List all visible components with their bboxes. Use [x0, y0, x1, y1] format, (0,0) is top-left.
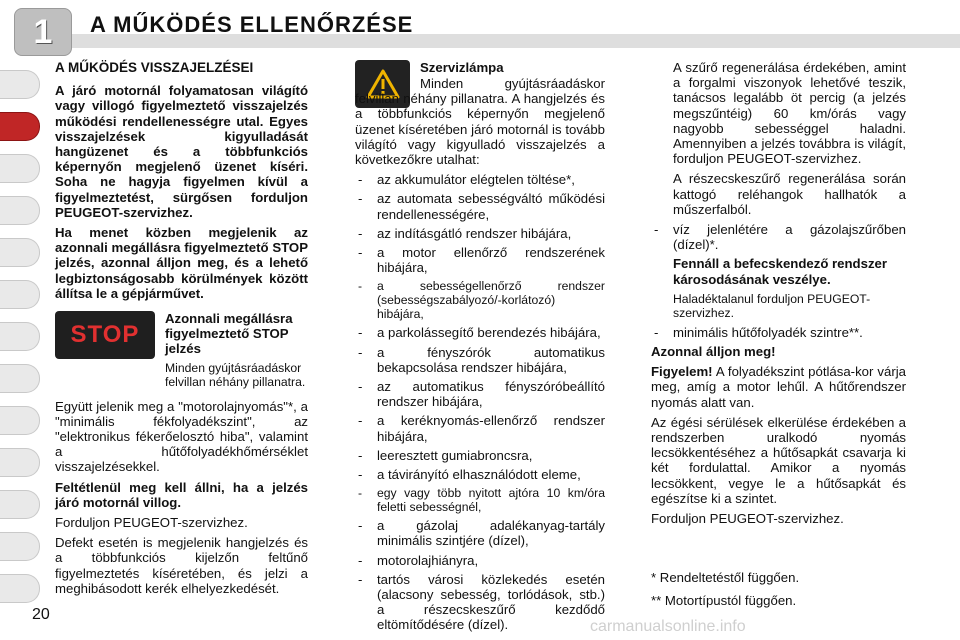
footnote-1: * Rendeltetéstől függően. — [651, 570, 800, 585]
stop-indicator-text — [165, 311, 308, 389]
puncture-paragraph: Defekt esetén is megjelenik hangjelzés és a többfunkciós kijelzőn feltűnő figyelmeztetés kíséretében, és jelzi a meghibásodott kerék elhelyezkedését. — [55, 535, 308, 596]
side-tab[interactable] — [0, 238, 40, 267]
list-item: - az akkumulátor elégtelen töltése*, — [355, 172, 605, 187]
injection-danger: Fennáll a befecskendező rendszer károsodásának veszélye. — [673, 256, 888, 287]
list-item: - a motor ellenőrző rendszerének hibájára, — [355, 245, 605, 275]
side-tabs — [0, 70, 40, 616]
injection-danger-note: Haladéktalanul forduljon PEUGEOT-szervizhez. — [673, 291, 871, 320]
list-item: - az automatikus fényszóróbeállító rendszer hibájára, — [355, 379, 605, 409]
footnote-2: ** Motortípustól függően. — [651, 593, 797, 608]
column-2 — [355, 60, 605, 637]
list-item: - az indításgátló rendszer hibájára, — [355, 226, 605, 241]
list-item: - tartós városi közlekedés esetén (alacsony sebesség, torlódások, stb.) a részecskeszűrő kezdődő eltömítődésére (dízel). — [355, 572, 605, 633]
stop-warning-icon — [55, 311, 155, 359]
relay-noise-paragraph: A részecskeszűrő regenerálása során kattogó reléhangok hallhatók a műszerfalból. — [673, 171, 906, 217]
contact-service-paragraph-2: Forduljon PEUGEOT-szervizhez. — [651, 511, 844, 527]
side-tab[interactable] — [0, 322, 40, 351]
list-item: - a gázolaj adalékanyag-tartály minimális szintjére (dízel), — [355, 518, 605, 548]
regeneration-paragraph: A szűrő regenerálása érdekében, amint a forgalmi viszonyok lehetővé teszik, tanácsos legalább öt percig (a jelzés megszűntéig) 60 km/órás vagy nagyobb sebességgel haladni. Amennyiben a jelzés továbbra is világít, forduljon PEUGEOT-szervizhez. — [673, 60, 906, 167]
list-item: - egy vagy több nyitott ajtóra 10 km/óra feletti sebességnél, — [355, 486, 605, 514]
list-item: - minimális hűtőfolyadék szintre**. — [651, 325, 906, 340]
side-tab[interactable] — [0, 280, 40, 309]
side-tab[interactable] — [0, 490, 40, 519]
list-item: - a keréknyomás-ellenőrző rendszer hibájára, — [355, 413, 605, 443]
list-item: - a távirányító elhasználódott eleme, — [355, 467, 605, 482]
list-item: - az automata sebességváltó működési rendellenességére, — [355, 191, 605, 221]
stop-related-paragraph: Együtt jelenik meg a "motorolajnyomás"*, a "minimális fékfolyadékszint", az "elektronikus fékerőelosztó hiba", valamint a hűtőfolyadékhőmérséklet visszajelzésekkel. — [55, 398, 308, 475]
stop-blinking-paragraph: Feltétlenül meg kell állni, ha a jelzés járó motornál villog. — [55, 479, 308, 510]
caution-text: A folyadékszint pótlása-kor várja meg, amíg a motor lehűl. A hűtőrendszer nyomás alatt van. — [651, 364, 906, 410]
list-item: - leeresztett gumiabroncsra, — [355, 448, 605, 463]
contact-service-paragraph: Forduljon PEUGEOT-szervizhez. — [55, 515, 248, 531]
page-number: 20 — [32, 606, 50, 623]
caution-paragraph — [651, 364, 906, 410]
service-lamp-list — [355, 172, 605, 632]
caution-label: Figyelem! — [651, 364, 713, 380]
side-tab[interactable] — [0, 196, 40, 225]
list-item: - víz jelenlétére a gázolajszűrőben (dízel)*. — [651, 222, 906, 252]
list-item: - a fényszórók automatikus bekapcsolása rendszer hibájára, — [355, 345, 605, 375]
watermark: carmanualsonline.info — [590, 618, 746, 635]
more-items-list — [651, 222, 906, 252]
intro-paragraph: A járó motornál folyamatosan világító vagy villogó figyelmeztető visszajelzés működési rendellenességre utal. Egyes visszajelzések kigyulladását hangüzenet és a többfunkciós képernyőn megjelenő üzenet kíséri. Soha ne hagyja figyelmen kívül a figyelmeztetést, sürgősen forduljon PEUGEOT-szervizhez. — [55, 83, 308, 220]
side-tab[interactable] — [0, 532, 40, 561]
column-1 — [55, 60, 308, 601]
stop-indicator-desc: Minden gyújtásráadáskor felvillan néhány pillanatra. — [165, 360, 306, 389]
stop-now-text: Azonnal álljon meg! — [651, 344, 776, 360]
stop-icon-text: STOP — [70, 321, 140, 349]
list-item: - a sebességellenőrző rendszer (sebességszabályozó/-korlátozó) hibájára, — [355, 279, 605, 321]
section-heading: A MŰKÖDÉS VISSZAJELZÉSEI — [55, 60, 254, 75]
list-item: - a parkolássegítő berendezés hibájára, — [355, 325, 605, 340]
side-tab[interactable] — [0, 70, 40, 99]
chapter-number: 1 — [33, 13, 53, 51]
stop-indicator-title: Azonnali megállásra figyelmeztető STOP jelzés — [165, 311, 293, 357]
side-tab[interactable] — [0, 448, 40, 477]
side-tab-active[interactable] — [0, 112, 40, 141]
header-bar — [0, 0, 960, 50]
side-tab[interactable] — [0, 154, 40, 183]
more-items-list-2 — [651, 325, 906, 340]
stop-warning-paragraph: Ha menet közben megjelenik az azonnali megállásra figyelmeztető STOP jelzés, azonnal álljon meg, és a lehető legbiztonságosabb körülmények között állítsa le a gépjárművet. — [55, 225, 308, 301]
chapter-badge — [14, 8, 72, 56]
side-tab[interactable] — [0, 364, 40, 393]
service-lamp-title: Szervizlámpa — [420, 60, 504, 75]
burn-warning-paragraph: Az égési sérülések elkerülése érdekében a rendszerben uralkodó nyomás lecsökkentéséhez a hűtősapkát csavarja ki két fordulattal. Amikor a nyomás lecsökkent, vegye le a hűtősapkát és egészítse ki a szintet. — [651, 414, 906, 506]
service-lamp-intro: Minden gyújtásráadáskor felvillan néhány pillanatra. A hangjelzés és a többfunkciós képernyőn megjelenő üzenet kíséretében járó motornál is tovább világító vagy kigyulladó visszajelzés a következőkre utalhat: — [355, 76, 605, 168]
side-tab[interactable] — [0, 574, 40, 603]
stop-indicator-block — [55, 311, 308, 389]
list-item: - motorolajhiányra, — [355, 553, 605, 568]
column-3 — [651, 60, 906, 531]
page-title: A MŰKÖDÉS ELLENŐRZÉSE — [90, 12, 414, 37]
side-tab[interactable] — [0, 406, 40, 435]
